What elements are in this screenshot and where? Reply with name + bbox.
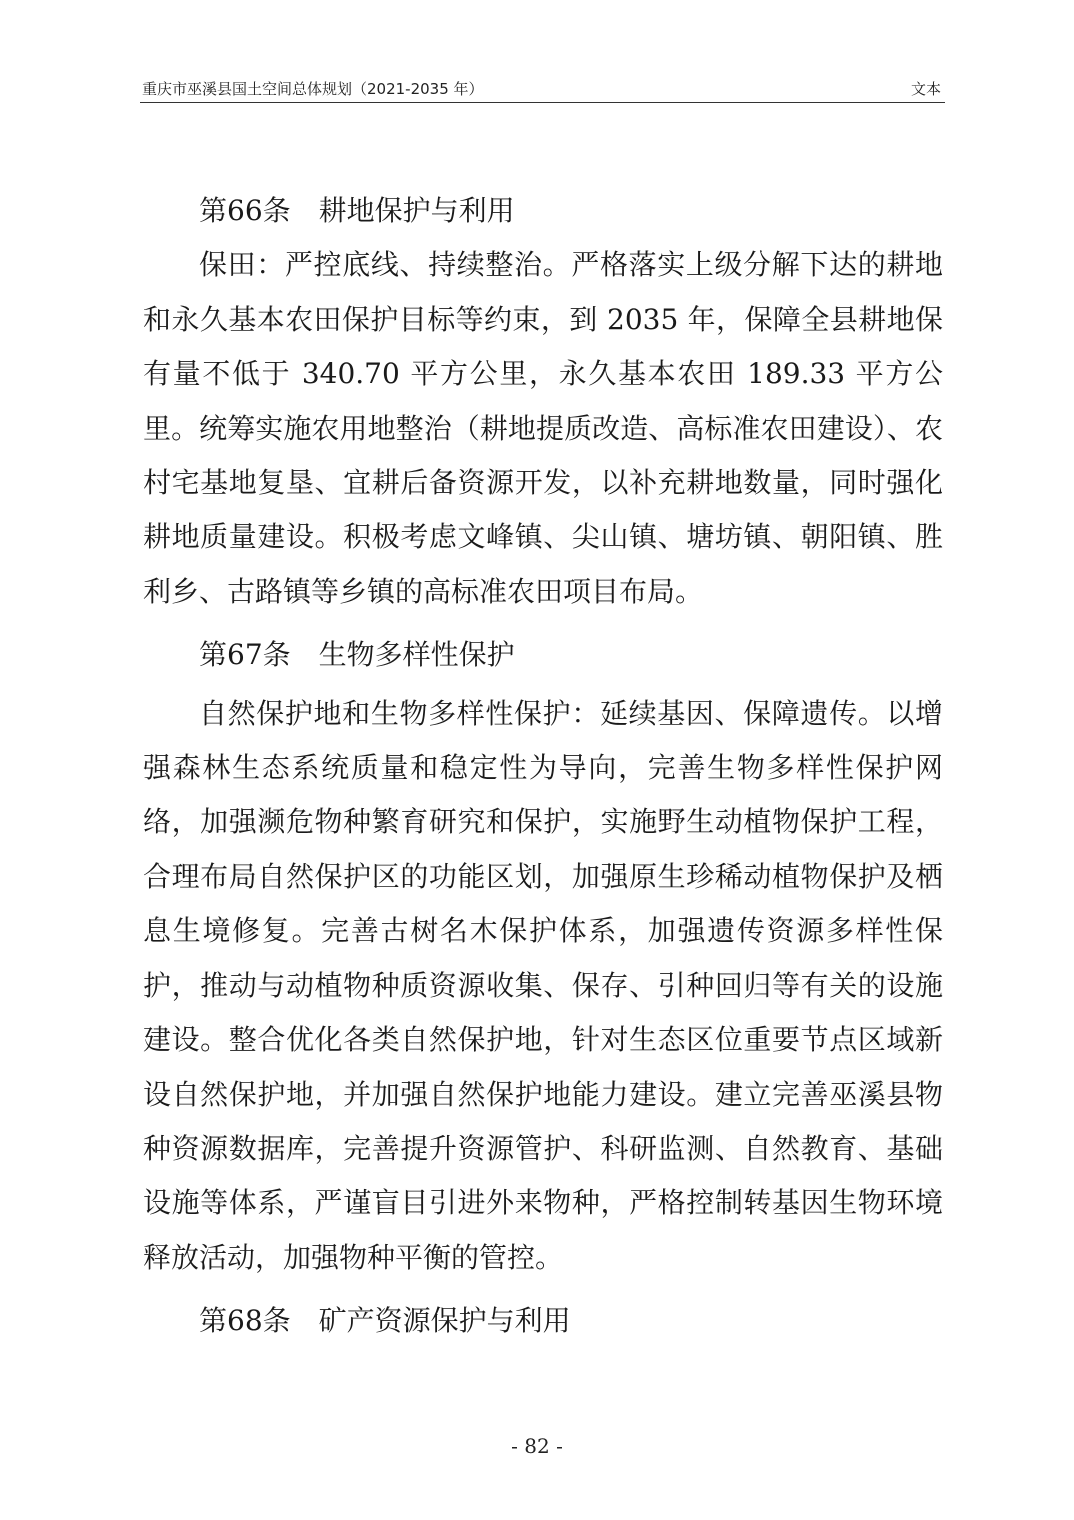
page-number: - 82 - — [511, 1434, 563, 1458]
article-68-heading: 第68条 矿产资源保护与利用 — [199, 1304, 571, 1338]
article-66-heading: 第66条 耕地保护与利用 — [199, 194, 515, 227]
article-67-heading: 第67条 生物多样性保护 — [199, 638, 515, 672]
article-66-paragraph: 保田：严控底线、持续整治。严格落实上级分解下达的耕地和永久基本农田保护目标等约束，到 2035 年，保障全县耕地保有量不低于 340.70 平方公里，永久基本农田 189.33 平方公里。统筹实施农用地整治（耕地提质改造、高标准农田建设）、农村宅基地复垦、宜耕后备资源开发，以补充耕地数量，同时强化耕地质量建设。积极考虑文峰镇、尖山镇、塘坊镇、朝阳镇、胜利乡、古路镇等乡镇的高标准农田项目布局。 — [143, 248, 943, 608]
header-document-title: 重庆市巫溪县国土空间总体规划（2021-2035 年） — [142, 80, 484, 98]
header-document-type: 文本 — [910, 80, 941, 98]
page-body — [143, 184, 943, 1349]
article-67-paragraph: 自然保护地和生物多样性保护：延续基因、保障遗传。以增强森林生态系统质量和稳定性为导向，完善生物多样性保护网络，加强濒危物种繁育研究和保护，实施野生动植物保护工程，合理布局自然保护区的功能区划，加强原生珍稀动植物保护及栖息生境修复。完善古树名木保护体系，加强遗传资源多样性保护，推动与动植物种质资源收集、保存、引种回归等有关的设施建设。整合优化各类自然保护地，针对生态区位重要节点区域新设自然保护地，并加强自然保护地能力建设。建立完善巫溪县物种资源数据库，完善提升资源管护、科研监测、自然教育、基础设施等体系，严谨盲目引进外来物种，严格控制转基因生物环境释放活动，加强物种平衡的管控。 — [143, 696, 943, 1274]
page-header — [140, 74, 945, 103]
